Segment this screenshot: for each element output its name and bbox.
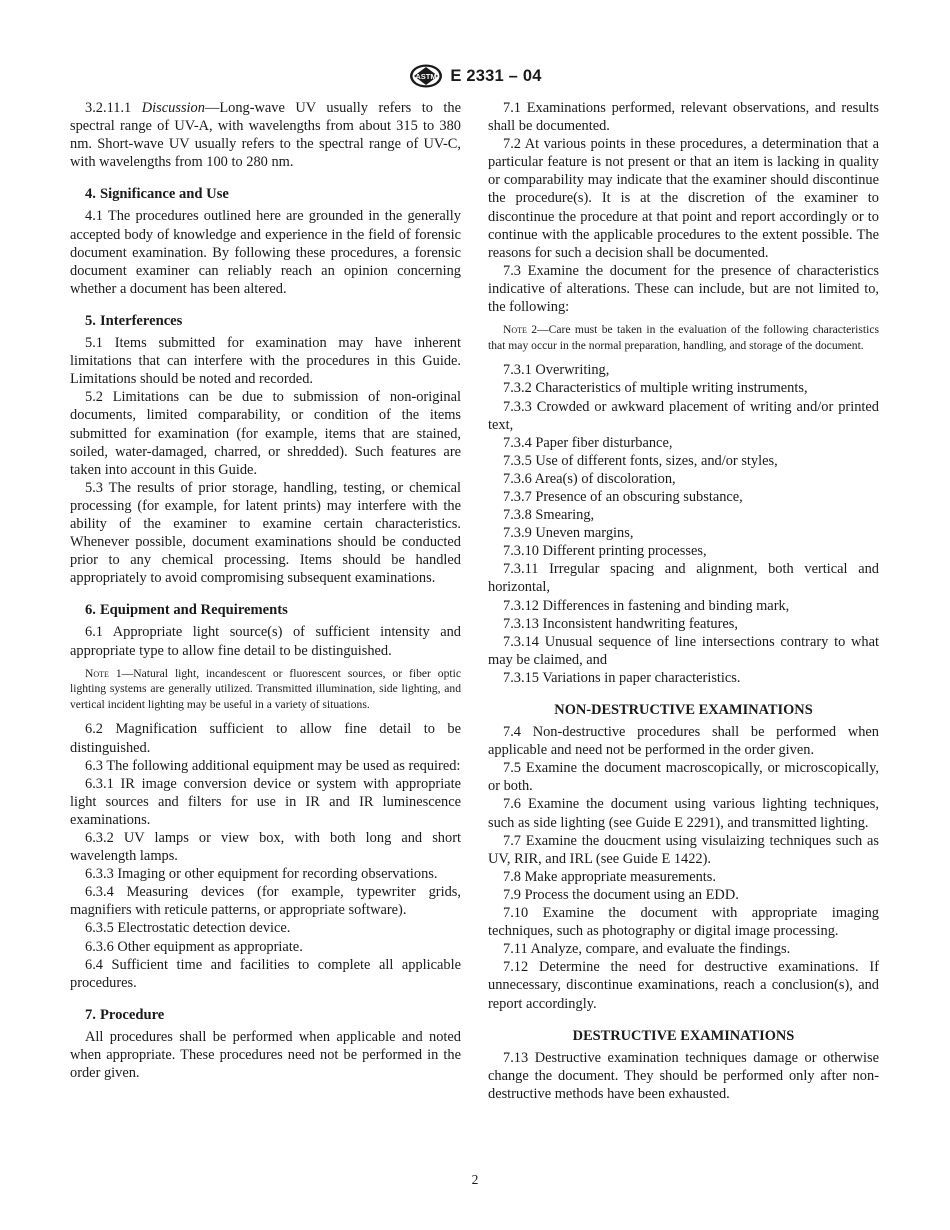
paragraph-6-3-4: 6.3.4 Measuring devices (for example, typewriter grids, magnifiers with reticule patterns, or appropriate software). [70, 884, 461, 919]
list-item: 7.3.8 Smearing, [503, 507, 595, 524]
paragraph-7-3: 7.3 Examine the document for the presence of characteristics indicative of alterations. These can include, but are not limited to, the following: [488, 262, 879, 316]
paragraph-7-13: 7.13 Destructive examination techniques damage or otherwise change the document. They should be performed only after non-destructive methods have been exhausted. [488, 1049, 879, 1102]
paragraph-4-1: 4.1 The procedures outlined here are grounded in the generally accepted body of knowledge and experience in the field of forensic document examination. By following these procedures, a forensic document examiner can reliably reach an opinion concerning whether a document has been altered. [70, 208, 461, 297]
paragraph-7-2: 7.2 At various points in these procedures, a determination that a particular feature is not present or that an item is lacking in quality or comparability may indicate that the examiner should discontinue the procedure(s). It is at the discretion of the examiner to discontinue the procedure at that point and report accordingly or to continue with the applicable procedures to the extent possible. The reasons for such a decision shall be documented. [488, 136, 879, 261]
list-item: 7.3.7 Presence of an obscuring substance, [503, 488, 743, 505]
list-item: 7.3.14 Unusual sequence of line intersections contrary to what may be claimed, and [488, 633, 879, 668]
paragraph-7-10: 7.10 Examine the document with appropriate imaging techniques, such as photography or digital image processing. [488, 905, 879, 940]
list-item: 7.3.10 Different printing processes, [503, 543, 707, 560]
list-item: 7.3.6 Area(s) of discoloration, [503, 470, 676, 487]
note-1: Note 1—Natural light, incandescent or fluorescent sources, or fiber optic lighting systems are generally utilized. Transmitted illumination, side lighting, and vertical incident lighting may be useful in a variety of situations. [70, 666, 461, 711]
svg-text:ASTM: ASTM [415, 72, 438, 81]
paragraph-5-1: 5.1 Items submitted for examination may have inherent limitations that can interfere with the procedures in this Guide. Limitations should be noted and recorded. [70, 335, 461, 388]
section-7-heading: 7. Procedure [85, 1006, 165, 1023]
section-4-heading: 4. Significance and Use [85, 186, 229, 203]
paragraph-7-6: 7.6 Examine the document using various lighting techniques, such as side lighting (see Guide E 2291), and transmitted lighting. [488, 796, 879, 831]
paragraph-6-3-1: 6.3.1 IR image conversion device or system with appropriate light sources and filters for use in IR and IR luminescence examinations. [70, 775, 461, 828]
paragraph-6-3-5: 6.3.5 Electrostatic detection device. [85, 920, 291, 937]
paragraph-7-9: 7.9 Process the document using an EDD. [503, 886, 739, 903]
paragraph-5-3: 5.3 The results of prior storage, handling, testing, or chemical processing (for example, for latent prints) may interfere with the ability of the examiner to examine certain characteristics. Whenever possible, document examinations should be conducted prior to any chemical processing. Items should be handled appropriately to avoid compromising subsequent examinations. [70, 479, 461, 587]
list-item: 7.3.11 Irregular spacing and alignment, both vertical and horizontal, [488, 561, 879, 596]
paragraph-7-intro: All procedures shall be performed when applicable and noted when appropriate. These procedures need not be performed in the order given. [70, 1028, 461, 1082]
paragraph-6-3-6: 6.3.6 Other equipment as appropriate. [85, 938, 303, 955]
paragraph-7-11: 7.11 Analyze, compare, and evaluate the findings. [503, 941, 791, 958]
list-item: 7.3.2 Characteristics of multiple writing instruments, [503, 380, 808, 397]
paragraph-6-4: 6.4 Sufficient time and facilities to complete all applicable procedures. [70, 956, 461, 991]
list-item: 7.3.15 Variations in paper characteristics. [503, 669, 741, 686]
list-item: 7.3.5 Use of different fonts, sizes, and/or styles, [503, 452, 778, 469]
list-item: 7.3.13 Inconsistent handwriting features, [503, 615, 738, 632]
list-item: 7.3.4 Paper fiber disturbance, [503, 434, 673, 451]
astm-logo-icon [408, 63, 444, 89]
list-item: 7.3.12 Differences in fastening and binding mark, [503, 597, 790, 614]
paragraph-5-2: 5.2 Limitations can be due to submission of non-original documents, limited comparability, or condition of the items submitted for examination (for example, items that are stained, soiled, water-damaged, charred, or shredded). Such features are taken into account in this Guide. [70, 389, 461, 478]
list-item: 7.3.3 Crowded or awkward placement of writing and/or printed text, [488, 398, 879, 433]
paragraph-6-2: 6.2 Magnification sufficient to allow fine detail to be distinguished. [70, 721, 461, 756]
document-designation: E 2331 – 04 [450, 66, 542, 85]
list-item: 7.3.9 Uneven margins, [503, 525, 634, 542]
paragraph-7-7: 7.7 Examine the doucment using visulaizing techniques such as UV, RIR, and IRL (see Guide E 1422). [488, 832, 879, 867]
paragraph-7-1: 7.1 Examinations performed, relevant observations, and results shall be documented. [488, 100, 879, 135]
note-2: Note 2—Care must be taken in the evaluation of the following characteristics that may occur in the normal preparation, handling, and storage of the document. [488, 323, 879, 352]
non-destructive-heading: NON-DESTRUCTIVE EXAMINATIONS [554, 702, 813, 718]
paragraph-6-3: 6.3 The following additional equipment may be used as required: [85, 757, 461, 774]
section-6-heading: 6. Equipment and Requirements [85, 602, 288, 619]
paragraph-7-5: 7.5 Examine the document macroscopically, or microscopically, or both. [488, 760, 879, 795]
right-column [488, 99, 879, 1103]
paragraph-6-1: 6.1 Appropriate light source(s) of sufficient intensity and appropriate type to allow fine detail to be distinguished. [70, 624, 461, 659]
paragraph-6-3-2: 6.3.2 UV lamps or view box, with both long and short wavelength lamps. [70, 829, 461, 865]
paragraph-7-4: 7.4 Non-destructive procedures shall be performed when applicable and need not be performed in the order given. [488, 724, 879, 759]
section-5-heading: 5. Interferences [85, 312, 183, 329]
page-number: 2 [471, 1172, 479, 1187]
paragraph-7-8: 7.8 Make appropriate measurements. [503, 868, 716, 885]
paragraph-7-12: 7.12 Determine the need for destructive examinations. If unnecessary, discontinue examinations, reach a conclusion(s), and report accordingly. [488, 959, 879, 1012]
destructive-heading: DESTRUCTIVE EXAMINATIONS [572, 1027, 795, 1044]
paragraph-3-2-11-1: 3.2.11.1 Discussion—Long-wave UV usually refers to the spectral range of UV-A, with wavelengths from about 315 to 380 nm. Short-wave UV usually refers to the spectral range of UV-C, with wavelengths from 100 to 280 nm. [70, 100, 461, 171]
paragraph-6-3-3: 6.3.3 Imaging or other equipment for recording observations. [85, 866, 438, 883]
document-header [0, 62, 950, 90]
left-column [70, 99, 461, 1082]
list-item: 7.3.1 Overwriting, [503, 362, 610, 379]
